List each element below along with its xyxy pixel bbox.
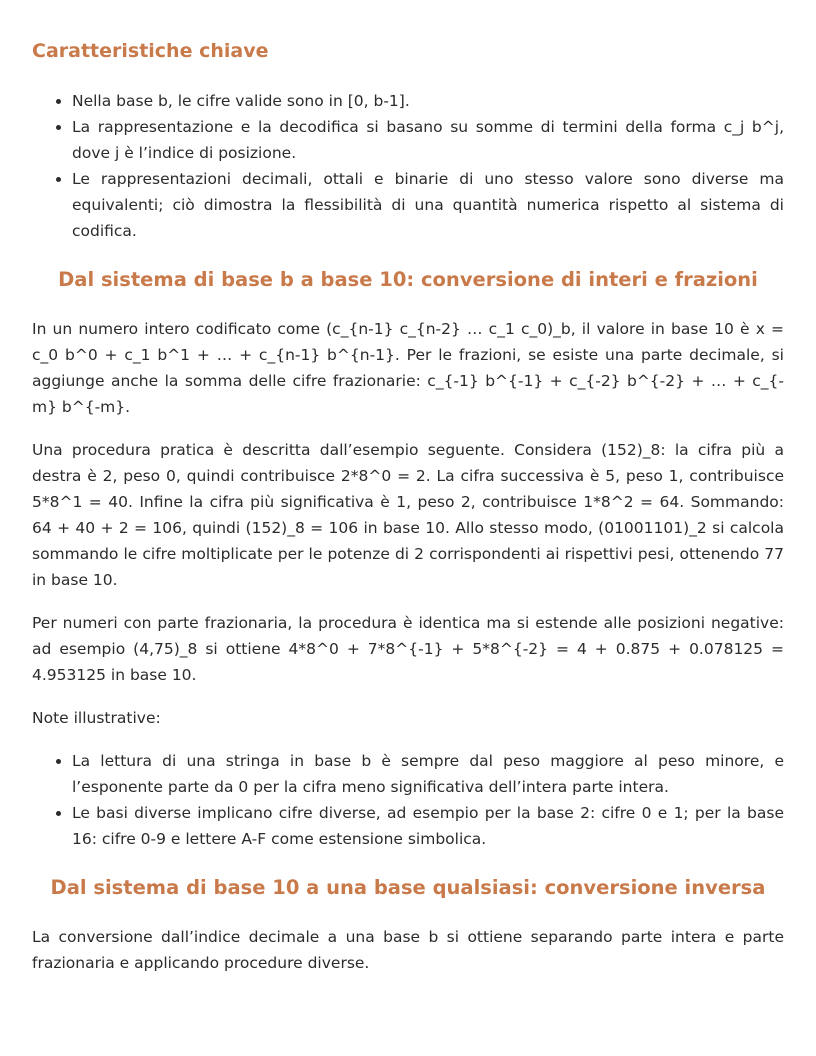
- list-item: • La rappresentazione e la decodifica si basano su somme di termini della forma c_j b^j, dove j è l’indice di posizione.: [72, 114, 784, 166]
- paragraph: Per numeri con parte frazionaria, la procedura è identica ma si estende alle posizioni negative: ad esempio (4,75)_8 si ottiene 4*8^0 + 7*8^{-1} + 5*8^{-2} = 4 + 0.875 + 0.078125 = 4.953125 in base 10.: [32, 614, 784, 684]
- list-item: • Le basi diverse implicano cifre diverse, ad esempio per la base 2: cifre 0 e 1; per la base 16: cifre 0-9 e lettere A-F come estensione simbolica.: [72, 800, 784, 852]
- list-item: • Le rappresentazioni decimali, ottali e binarie di uno stesso valore sono diverse ma equivalenti; ciò dimostra la flessibilità di una quantità numerica rispetto al sistema di codifica.: [72, 166, 784, 244]
- paragraph: La conversione dall’indice decimale a una base b si ottiene separando parte intera e parte frazionaria e applicando procedure diverse.: [32, 928, 784, 972]
- list-item: • Nella base b, le cifre valide sono in [0, b-1].: [72, 88, 784, 114]
- notes-list: [32, 748, 784, 852]
- section-heading-base-10-to-b: Dal sistema di base 10 a una base qualsiasi: conversione inversa: [50, 876, 766, 899]
- section-heading-key-features: Caratteristiche chiave: [32, 40, 269, 62]
- paragraph-notes-label: Note illustrative:: [32, 709, 161, 727]
- paragraph: Una procedura pratica è descritta dall’esempio seguente. Considera (152)_8: la cifra più a destra è 2, peso 0, quindi contribuisce 2*8^0 = 2. La cifra successiva è 5, peso 1, contribuisce 5*8^1 = 40. Infine la cifra più significativa è 1, peso 2, contribuisce 1*8^2 = 64. Sommando: 64 + 40 + 2 = 106, quindi (152)_8 = 106 in base 10. Allo stesso modo, (01001101)_2 si calcola sommando le cifre moltiplicate per le potenze di 2 corrispondenti ai rispettivi pesi, ottenendo 77 in base 10.: [32, 441, 784, 589]
- key-features-list: [32, 88, 784, 244]
- list-item: • La lettura di una stringa in base b è sempre dal peso maggiore al peso minore, e l’esponente parte da 0 per la cifra meno significativa dell’intera parte intera.: [72, 748, 784, 800]
- section-heading-base-b-to-10: Dal sistema di base b a base 10: conversione di interi e frazioni: [58, 268, 758, 291]
- document-page: [32, 36, 784, 993]
- paragraph: In un numero intero codificato come (c_{n-1} c_{n-2} … c_1 c_0)_b, il valore in base 10 è x = c_0 b^0 + c_1 b^1 + … + c_{n-1} b^{n-1}. Per le frazioni, se esiste una parte decimale, si aggiunge anche la somma delle cifre frazionarie: c_{-1} b^{-1} + c_{-2} b^{-2} + … + c_{-m} b^{-m}.: [32, 320, 784, 416]
